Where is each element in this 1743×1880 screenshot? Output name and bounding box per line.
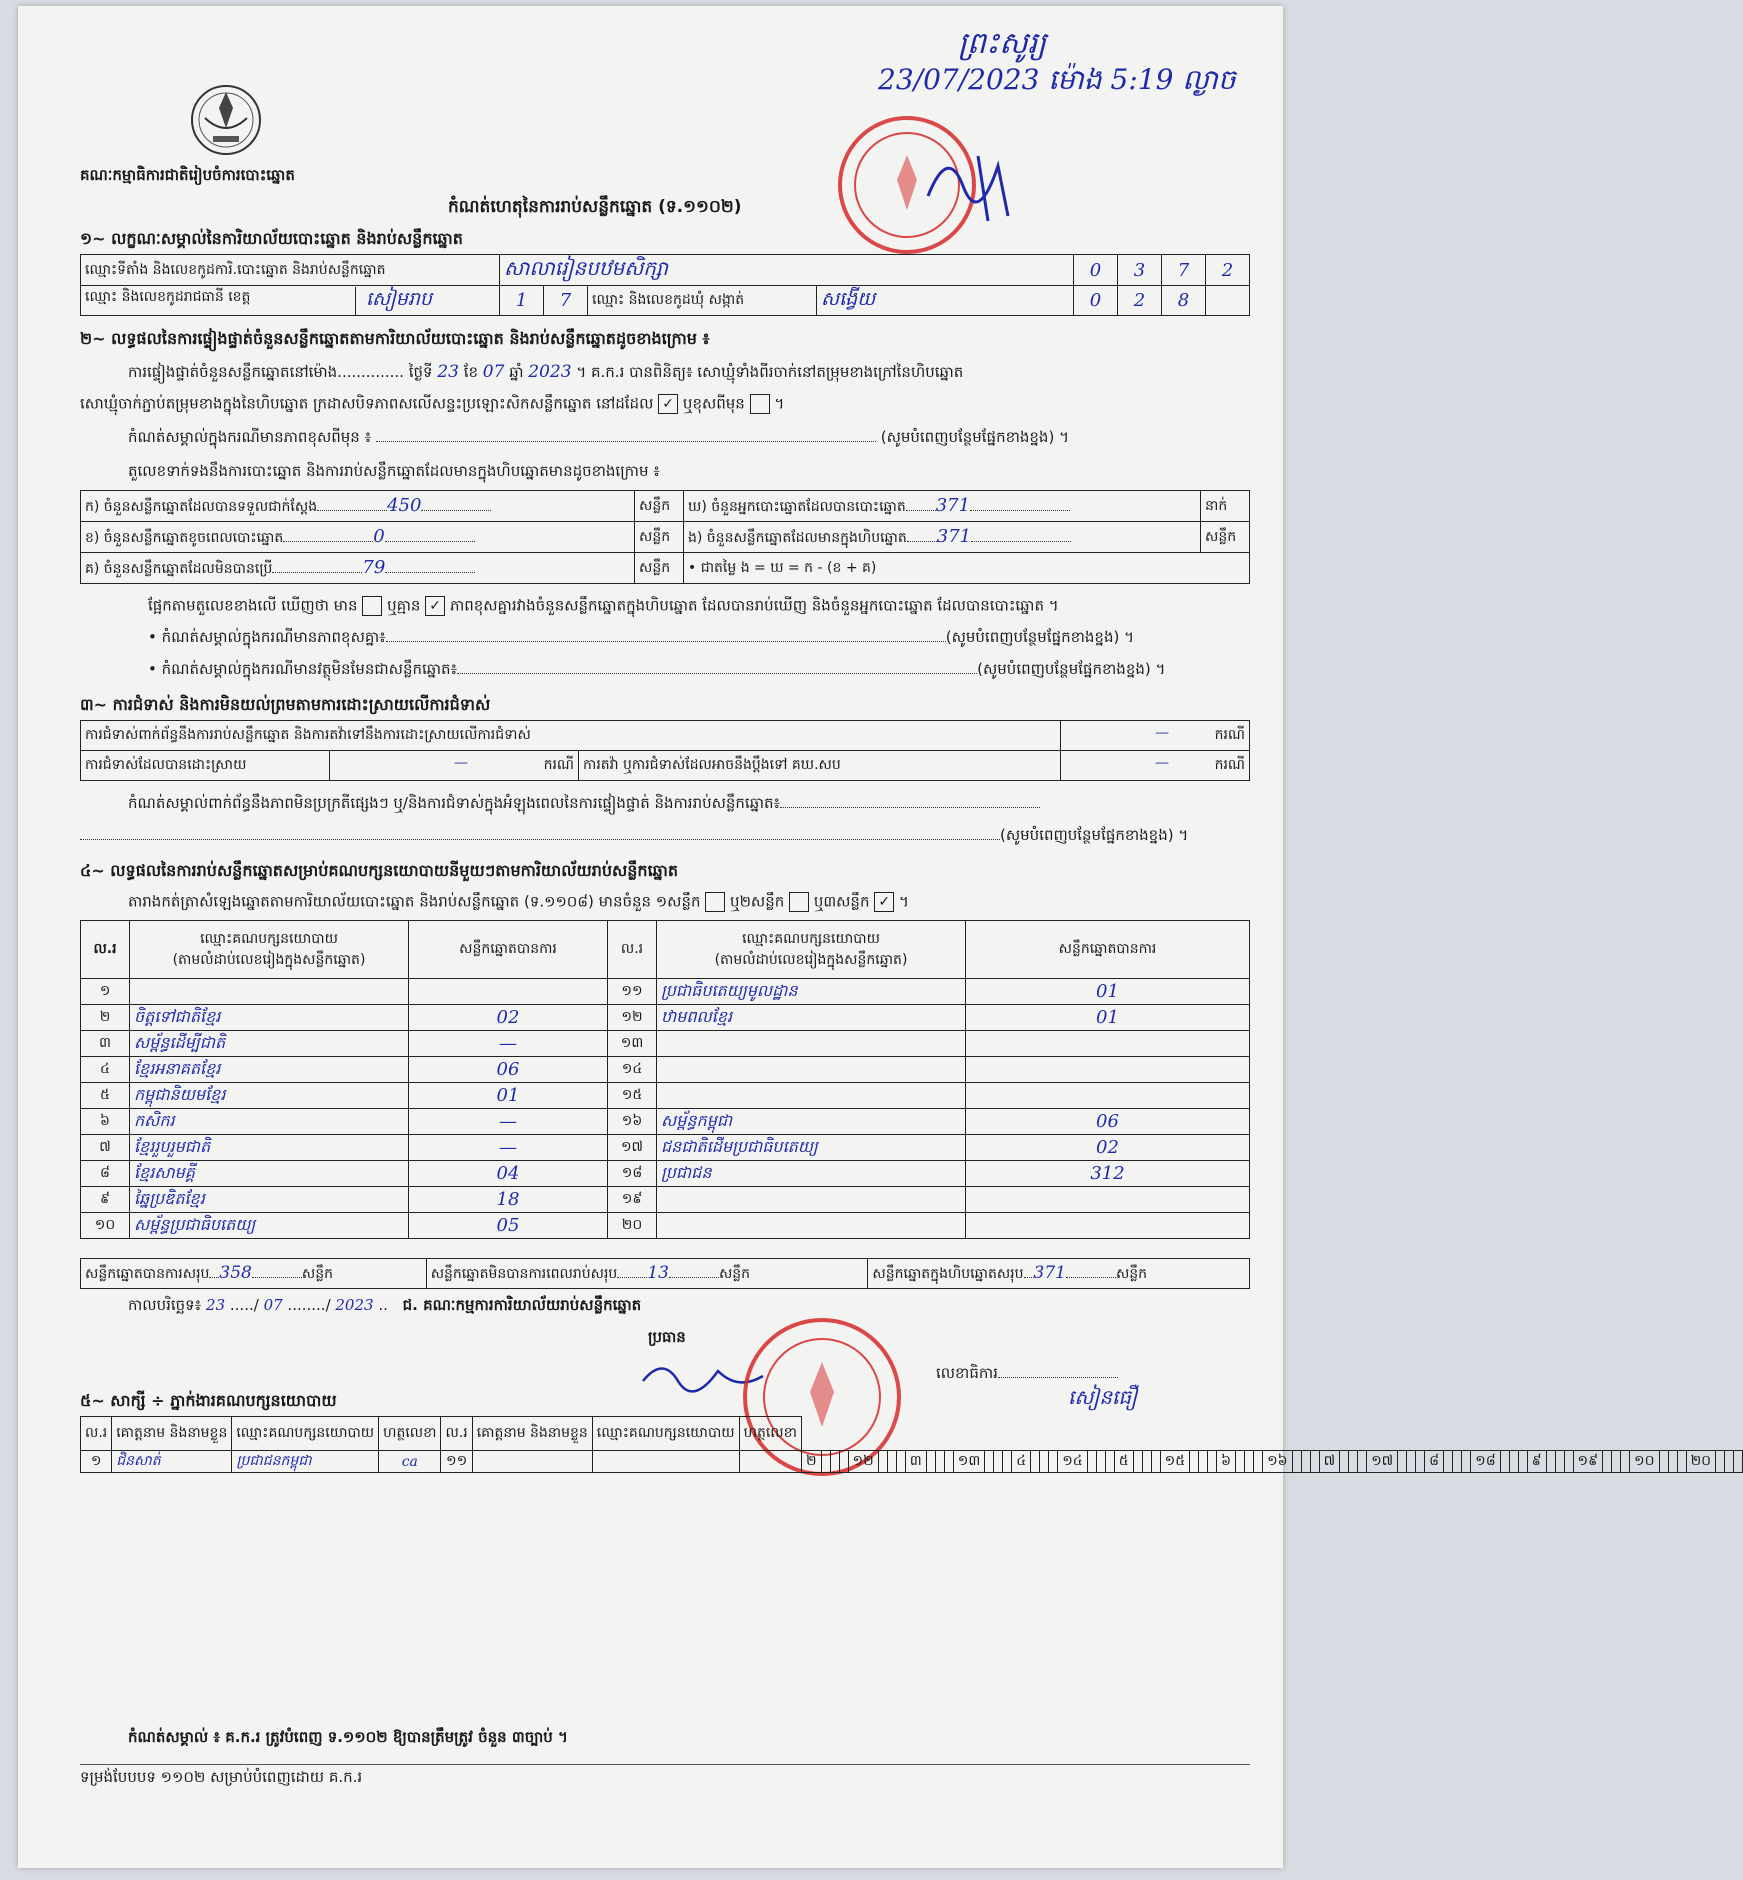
difference-label: ផ្អែកតាមតួលេខខាងលើ ឃើញថា មាន — [148, 596, 358, 615]
witness-signature — [839, 1451, 848, 1473]
formula-text: • ជាតម្លៃ ង = ឃ = ក - (ខ + គ) — [684, 553, 1250, 584]
party-row — [81, 1057, 1250, 1083]
party-no: ២ — [81, 1005, 130, 1031]
signature-top — [918, 136, 1028, 230]
handwritten-receipt-note: ព្រះសូរ្យ — [958, 26, 1047, 61]
note-label: កំណត់សម្គាល់ក្នុងករណីមានភាពខុសពីមុន ៖ — [128, 428, 372, 446]
section5-heading: ៥~ សាក្សី ÷ ភ្នាក់ងារគណបក្សនយោបាយ — [80, 1391, 337, 1410]
party-votes: 05 — [409, 1213, 608, 1239]
witness-signature — [1621, 1451, 1630, 1473]
party-no: ១០ — [81, 1213, 130, 1239]
location-code-4: 2 — [1206, 255, 1250, 286]
witness-no: ១ — [81, 1451, 112, 1473]
w-col-sign-left: ហត្ថលេខា — [379, 1417, 441, 1451]
national-emblem-icon — [183, 78, 269, 158]
one-sheet-checkbox[interactable] — [705, 892, 725, 912]
no-difference-checkbox[interactable]: ✓ — [425, 596, 445, 616]
location-code-2: 3 — [1118, 255, 1162, 286]
section1-table — [80, 254, 1250, 316]
voters-unit: នាក់ — [1201, 491, 1250, 522]
witness-name — [821, 1451, 830, 1473]
col-party-right: ឈ្មោះគណបក្សនយោបាយ — [742, 930, 880, 947]
commune-code-3: 8 — [1162, 286, 1206, 316]
party-name: ជនជាតិដើមប្រជាធិបតេយ្យ — [657, 1135, 966, 1161]
seal-text: សោឃ្មុំចាក់ភ្ជាប់តម្រុមខាងក្នុងនៃហិបឆ្នោត ក្រដាសបិទភាពសលើសន្ទះប្រឡោះសិកសន្លឹកឆ្នោត នៅដដែល — [80, 394, 654, 413]
w-col-sign-right: ហត្ថលេខា — [739, 1417, 801, 1451]
changed-checkbox[interactable] — [750, 394, 770, 414]
witness-party — [1142, 1451, 1151, 1473]
party-name: ចិត្តទៅជាតិខ្មែរ — [130, 1005, 409, 1031]
party-votes: 01 — [966, 979, 1250, 1005]
party-votes: — — [409, 1109, 608, 1135]
party-no: ៨ — [81, 1161, 130, 1187]
witness-party — [935, 1451, 944, 1473]
witness-name — [1236, 1451, 1245, 1473]
party-name: ប្រជាធិបតេយ្យមូលដ្ឋាន — [657, 979, 966, 1005]
party-votes: 04 — [409, 1161, 608, 1187]
party-row — [81, 1109, 1250, 1135]
party-votes: 312 — [966, 1161, 1250, 1187]
date-label: កាលបរិច្ឆេទ៖ — [128, 1296, 202, 1314]
party-name: សម្ព័ន្ធដើម្បីជាតិ — [130, 1031, 409, 1057]
party-votes: 02 — [409, 1005, 608, 1031]
party-row — [81, 1005, 1250, 1031]
party-no: ៦ — [81, 1109, 130, 1135]
witness-name — [1546, 1451, 1555, 1473]
party-no: ១១ — [608, 979, 657, 1005]
bullet-non-ballot-hint: (សូមបំពេញបន្ថែមផ្នែកខាងខ្នង) ។ — [977, 660, 1166, 678]
spoiled-ballots-label: ខ) ចំនួនសន្លឹកឆ្នោតខូចពេលបោះឆ្នោត — [85, 529, 284, 546]
witness-name — [926, 1451, 935, 1473]
party-no: ១២ — [608, 1005, 657, 1031]
witness-signature — [1677, 1451, 1686, 1473]
witness-party — [1725, 1451, 1734, 1473]
witness-no: ២០ — [1686, 1451, 1716, 1473]
witness-no: ៩ — [1527, 1451, 1546, 1473]
handwritten-receipt-time: 23/07/2023 ម៉ោង 5:19 ល្ងាច — [878, 63, 1236, 96]
witness-rows — [81, 1451, 1743, 1473]
witness-party — [887, 1451, 896, 1473]
witness-signature — [1564, 1451, 1573, 1473]
unchanged-checkbox[interactable]: ✓ — [658, 394, 678, 414]
resolved-value: — — [454, 755, 468, 771]
witness-name — [1659, 1451, 1668, 1473]
w-col-name-left: គោត្តនាម និងនាមខ្លួន — [112, 1417, 232, 1451]
party-row — [81, 1135, 1250, 1161]
witness-party — [1612, 1451, 1621, 1473]
witness-signature — [739, 1451, 801, 1473]
bullet-non-ballot — [148, 660, 1165, 682]
witness-party — [1407, 1451, 1416, 1473]
has-difference-checkbox[interactable] — [362, 596, 382, 616]
province-code-1: 1 — [500, 286, 544, 316]
party-name: សម្ព័ន្ធកម្ពុជា — [657, 1109, 966, 1135]
date-year: 2023 — [335, 1296, 374, 1314]
witness-no: ៥ — [1114, 1451, 1133, 1473]
party-no: ២០ — [608, 1213, 657, 1239]
witness-name — [1716, 1451, 1725, 1473]
col-party-sub-left: (តាមលំដាប់លេខរៀងក្នុងសន្លឹកឆ្នោត) — [172, 951, 366, 968]
witness-signature — [1462, 1451, 1471, 1473]
three-sheets-label: ឬ៣សន្លឹក — [813, 892, 870, 911]
month-label: ខែ — [463, 363, 479, 381]
witness-name — [1398, 1451, 1407, 1473]
witness-no: ១៥ — [1160, 1451, 1190, 1473]
location-code-1: 0 — [1074, 255, 1118, 286]
witness-no: ១១ — [441, 1451, 472, 1473]
witness-signature — [1518, 1451, 1527, 1473]
witness-no: ៦ — [1217, 1451, 1236, 1473]
objections-value: — — [1155, 725, 1169, 741]
page-title: កំណត់ហេតុនៃការរាប់សន្លឹកឆ្នោត (ទ.១១០២) — [448, 197, 742, 217]
location-label: ឈ្មោះទីតាំង និងលេខកូដការិ.បោះឆ្នោត និងរាប់សន្លឹកឆ្នោត — [81, 255, 500, 286]
witness-signature — [1254, 1451, 1263, 1473]
witness-signature — [1151, 1451, 1160, 1473]
party-no: ១៤ — [608, 1057, 657, 1083]
party-no: ១ — [81, 979, 130, 1005]
party-no: ៤ — [81, 1057, 130, 1083]
seal-line: សោឃ្មុំចាក់ភ្ជាប់តម្រុមខាងក្នុងនៃហិបឆ្នោត ក្រដាសបិទភាពសលើសន្ទះប្រឡោះសិកសន្លឹកឆ្នោត នៅដដែល ✓ ឬខុសពីមុន ។ — [80, 394, 785, 413]
date-line: កាលបរិច្ឆេទ៖ 23 ...../ 07 ......../ 2023 .. ជ. គណៈកម្មការការិយាល័យរាប់សន្លឹកឆ្នោត — [128, 1296, 642, 1314]
unused-ballots-value: 79 — [362, 556, 386, 578]
two-sheets-checkbox[interactable] — [789, 892, 809, 912]
w-col-no-left: ល.រ — [81, 1417, 112, 1451]
party-votes: — — [409, 1031, 608, 1057]
witness-name — [1190, 1451, 1199, 1473]
witness-name — [1444, 1451, 1453, 1473]
appeal-unit: ករណី — [1214, 757, 1245, 773]
unused-ballots-label: គ) ចំនួនសន្លឹកឆ្នោតដែលមិនបានប្រើ — [85, 560, 273, 577]
witness-no: ៣ — [905, 1451, 926, 1473]
objections-table — [80, 720, 1250, 781]
figures-table — [80, 490, 1250, 584]
col-party-left: ឈ្មោះគណបក្សនយោបាយ — [200, 930, 338, 947]
witness-no: ១៤ — [1058, 1451, 1088, 1473]
party-no: ៧ — [81, 1135, 130, 1161]
witness-signature — [944, 1451, 953, 1473]
party-votes — [409, 979, 608, 1005]
received-ballots-unit: សន្លឹក — [635, 491, 684, 522]
party-name — [657, 1187, 966, 1213]
section4-heading: ៤~ លទ្ធផលនៃការរាប់សន្លឹកឆ្នោតសម្រាប់គណបក្សនយោបាយនីមួយៗតាមការិយាល័យរាប់សន្លឹកឆ្នោត — [80, 861, 679, 880]
commune-value: សង្វើយ — [817, 286, 1074, 316]
verification-year: 2023 — [528, 362, 572, 382]
party-votes — [966, 1031, 1250, 1057]
party-no: ៣ — [81, 1031, 130, 1057]
witness-party — [592, 1451, 739, 1473]
w-col-no-right: ល.រ — [441, 1417, 472, 1451]
witness-signature — [1003, 1451, 1012, 1473]
party-name: ឆ្នៃប្រឌិតខ្មែរ — [130, 1187, 409, 1213]
witness-name — [985, 1451, 994, 1473]
party-no: ១៦ — [608, 1109, 657, 1135]
witness-party — [830, 1451, 839, 1473]
figures-intro: តួលេខទាក់ទងនឹងការបោះឆ្នោត និងការរាប់សន្លឹកឆ្នោតដែលមានក្នុងហិបឆ្នោតមានដូចខាងក្រោម ៖ — [128, 462, 660, 480]
section3-heading: ៣~ ការជំទាស់ និងការមិនយល់ព្រមតាមការដោះស្រាយលើការជំទាស់ — [80, 695, 491, 714]
location-value: សាលារៀនបឋមសិក្សា — [500, 255, 1074, 286]
irregularities-hint: (សូមបំពេញបន្ថែមផ្នែកខាងខ្នង) ។ — [1000, 826, 1189, 844]
form-note: ទម្រង់បែបបទ ១១០២ សម្រាប់បំពេញដោយ គ.ក.រ — [80, 1768, 363, 1786]
note-line — [128, 428, 1069, 450]
province-value: សៀមរាប — [366, 287, 432, 310]
party-votes: 06 — [966, 1109, 1250, 1135]
party-row — [81, 1031, 1250, 1057]
section2-heading: ២~ លទ្ធផលនៃការផ្ទៀងផ្ទាត់ចំនួនសន្លឹកឆ្នោតតាមការិយាល័យបោះឆ្នោត និងរាប់សន្លឹកឆ្នោតដូចខាងក្រោម ៖ — [80, 329, 710, 348]
witness-no: ២ — [801, 1451, 821, 1473]
witness-no: ១៨ — [1471, 1451, 1501, 1473]
total-box-label: សន្លឹកឆ្នោតក្នុងហិបឆ្នោតសរុប — [872, 1265, 1024, 1282]
col-no-left: ល.រ — [81, 921, 130, 979]
witness-name — [472, 1451, 592, 1473]
witness-party — [1555, 1451, 1564, 1473]
party-votes — [966, 1083, 1250, 1109]
witness-party — [1301, 1451, 1310, 1473]
col-party-sub-right: (តាមលំដាប់លេខរៀងក្នុងសន្លឹកឆ្នោត) — [714, 951, 908, 968]
witness-signature — [1416, 1451, 1425, 1473]
total-box-value: 371 — [1033, 1262, 1066, 1283]
col-no-right: ល.រ — [608, 921, 657, 979]
three-sheets-checkbox[interactable]: ✓ — [874, 892, 894, 912]
witness-signature — [1734, 1451, 1743, 1473]
bullet-difference-hint: (សូមបំពេញបន្ថែមផ្នែកខាងខ្នង) ។ — [945, 628, 1134, 646]
appeal-label: ការតវ៉ា ឬការជំទាស់ដែលអាចនឹងប្តឹងទៅ គឃ.សប — [579, 751, 1061, 781]
irregularities-label: កំណត់សម្គាល់ពាក់ព័ន្ធនឹងភាពមិនប្រក្រតីផ្សេងៗ ឬ/និងការជំទាស់ក្នុងអំឡុងពេលនៃការផ្ទៀងផ្ទាត់ និងការរាប់សន្លឹកឆ្នោត៖ — [128, 794, 781, 812]
party-name — [657, 1031, 966, 1057]
party-row — [81, 1213, 1250, 1239]
party-name: ខ្មែរសាមគ្គី — [130, 1161, 409, 1187]
note-hint: (សូមបំពេញបន្ថែមផ្នែកខាងខ្នង) ។ — [880, 428, 1069, 446]
w-col-party-left: ឈ្មោះគណបក្សនយោបាយ — [232, 1417, 379, 1451]
chair-label: ប្រធាន — [648, 1328, 686, 1346]
party-name — [130, 979, 409, 1005]
unused-ballots-unit: សន្លឹក — [635, 553, 684, 584]
party-name — [657, 1083, 966, 1109]
party-name: ឋាមពលខ្មែរ — [657, 1005, 966, 1031]
witness-party — [1096, 1451, 1105, 1473]
no-difference-label: ឬគ្មាន — [387, 596, 421, 615]
party-name: ខ្មែរអនាគតខ្មែរ — [130, 1057, 409, 1083]
footnote: កំណត់សម្គាល់ ៖ គ.ក.រ ត្រូវបំពេញ ទ.១១០២ ឱ្យបានត្រឹមត្រូវ ចំនួន ៣ច្បាប់ ។ — [128, 1728, 568, 1746]
resolved-unit: ករណី — [543, 757, 574, 773]
witness-party: ប្រជាជនកម្ពុជា — [232, 1451, 379, 1473]
received-ballots-label: ក) ចំនួនសន្លឹកឆ្នោតដែលបានទទួលជាក់ស្តែង — [85, 498, 318, 515]
voters-value: 371 — [935, 494, 971, 516]
verification-day: 23 — [437, 362, 459, 382]
party-row — [81, 1161, 1250, 1187]
col-votes-left: សន្លឹកឆ្នោតបានការ — [409, 921, 608, 979]
witness-name — [1340, 1451, 1349, 1473]
objections-label: ការជំទាស់ពាក់ព័ន្ធនឹងការរាប់សន្លឹកឆ្នោត និងការតវ៉ាទៅនឹងការដោះស្រាយលើការជំទាស់ — [81, 721, 1061, 751]
witness-table — [80, 1416, 1743, 1473]
party-row — [81, 979, 1250, 1005]
witness-name: ជិនសាត់ — [112, 1451, 232, 1473]
changed-label: ឬខុសពីមុន — [682, 394, 745, 413]
received-ballots-value: 450 — [387, 494, 422, 516]
difference-text: ភាពខុសគ្នារវាងចំនួនសន្លឹកឆ្នោតក្នុងហិបឆ្នោត ដែលបានរាប់ឃើញ និងចំនួនអ្នកបោះឆ្នោត ដែលបានបោះឆ្នោត ។ — [449, 596, 1059, 615]
party-votes — [966, 1213, 1250, 1239]
party-votes: 06 — [409, 1057, 608, 1083]
objections-unit: ករណី — [1214, 727, 1245, 743]
totals-table — [80, 1258, 1250, 1289]
committee-name: គណៈកម្មាធិការជាតិរៀបចំការបោះឆ្នោត — [80, 166, 295, 184]
secretary-label: លេខាធិការ — [936, 1364, 998, 1382]
document-page — [18, 6, 1712, 1868]
two-sheets-label: ឬ២សន្លឹក — [730, 892, 785, 911]
commune-label: ឈ្មោះ និងលេខកូដឃុំ សង្កាត់ — [588, 286, 817, 316]
irregularities-hint-line — [80, 826, 1188, 848]
witness-party — [1668, 1451, 1677, 1473]
total-valid-unit: សន្លឹក — [301, 1265, 333, 1282]
section1-heading: ១~ លក្ខណៈសម្គាល់នៃការិយាល័យបោះឆ្នោត និងរាប់សន្លឹកឆ្នោត — [80, 229, 463, 248]
witness-party — [1349, 1451, 1358, 1473]
bullet-difference-label: • កំណត់សម្គាល់ក្នុងករណីមានភាពខុសគ្នា៖ — [148, 628, 386, 646]
secretary-name: សៀនធឿ — [1068, 1385, 1138, 1409]
spoiled-ballots-value: 0 — [373, 525, 385, 547]
witness-party — [1245, 1451, 1254, 1473]
party-name: កសិករ — [130, 1109, 409, 1135]
party-no: ១៥ — [608, 1083, 657, 1109]
witness-name — [1087, 1451, 1096, 1473]
witness-no: ១៧ — [1367, 1451, 1398, 1473]
date-month: 07 — [263, 1296, 283, 1314]
year-label: ឆ្នាំ — [509, 363, 524, 381]
commune-code-1: 0 — [1074, 286, 1118, 316]
party-no: ១៨ — [608, 1161, 657, 1187]
party-no: ១៩ — [608, 1187, 657, 1213]
spoiled-ballots-unit: សន្លឹក — [635, 522, 684, 553]
witness-party — [1199, 1451, 1208, 1473]
province-code-2: 7 — [544, 286, 588, 316]
witness-name — [1133, 1451, 1142, 1473]
total-valid-label: សន្លឹកឆ្នោតបានការសរុប — [85, 1265, 210, 1282]
tally-sheet-line: តារាងកត់ត្រាសំឡេងឆ្នោតតាមការិយាល័យបោះឆ្នោត និងរាប់សន្លឹកឆ្នោត (ទ.១១០៨) មានចំនួន ១សន្លឹក ឬ២សន្លឹក ឬ៣សន្លឹក ✓ ។ — [128, 892, 909, 911]
location-code-3: 7 — [1162, 255, 1206, 286]
box-ballots-value: 371 — [936, 525, 972, 547]
committee-label: ជ. គណៈកម្មការការិយាល័យរាប់សន្លឹកឆ្នោត — [402, 1296, 642, 1314]
total-valid-value: 358 — [219, 1262, 252, 1283]
party-no: ៥ — [81, 1083, 130, 1109]
resolved-label: ការជំទាស់ដែលបានដោះស្រាយ — [81, 751, 330, 781]
party-results-table — [80, 920, 1250, 1239]
verification-line — [128, 362, 963, 385]
party-rows — [81, 979, 1250, 1239]
witness-name — [1603, 1451, 1612, 1473]
party-no: ៩ — [81, 1187, 130, 1213]
party-name: កម្ពុជានិយមខ្មែរ — [130, 1083, 409, 1109]
secretary-line — [936, 1364, 1118, 1386]
party-votes — [966, 1187, 1250, 1213]
party-votes — [966, 1057, 1250, 1083]
verification-time-label: ការផ្ទៀងផ្ទាត់ចំនួនសន្លឹកឆ្នោតនៅម៉ោង.............. ថ្ងៃទី — [128, 363, 433, 381]
witness-name — [878, 1451, 887, 1473]
col-votes-right: សន្លឹកឆ្នោតបានការ — [966, 921, 1250, 979]
footer-divider — [80, 1764, 1250, 1765]
witness-no: ១៩ — [1573, 1451, 1603, 1473]
bullet-non-ballot-label: • កំណត់សម្គាល់ក្នុងករណីមានវត្ថុមិនមែនជាសន្លឹកឆ្នោត៖ — [148, 660, 458, 678]
witness-party — [994, 1451, 1003, 1473]
verification-month: 07 — [482, 362, 505, 382]
difference-line — [148, 596, 1059, 619]
total-box-unit: សន្លឹក — [1115, 1265, 1148, 1282]
witness-signature — [1105, 1451, 1114, 1473]
box-ballots-unit: សន្លឹក — [1201, 522, 1250, 553]
party-votes: 02 — [966, 1135, 1250, 1161]
party-votes: 01 — [409, 1083, 608, 1109]
w-col-party-right: ឈ្មោះគណបក្សនយោបាយ — [592, 1417, 739, 1451]
witness-no: ១២ — [848, 1451, 878, 1473]
witness-no: ៤ — [1012, 1451, 1031, 1473]
witness-signature — [896, 1451, 905, 1473]
party-votes: 01 — [966, 1005, 1250, 1031]
tally-sheet-label: តារាងកត់ត្រាសំឡេងឆ្នោតតាមការិយាល័យបោះឆ្នោត និងរាប់សន្លឹកឆ្នោត (ទ.១១០៨) មានចំនួន ១សន្លឹក — [128, 892, 701, 911]
party-votes: 18 — [409, 1187, 608, 1213]
party-votes: — — [409, 1135, 608, 1161]
witness-name — [1292, 1451, 1301, 1473]
party-no: ១៣ — [608, 1031, 657, 1057]
party-name — [657, 1057, 966, 1083]
party-name — [657, 1213, 966, 1239]
witness-signature — [1208, 1451, 1217, 1473]
witness-signature — [1358, 1451, 1367, 1473]
witness-no: ១៦ — [1263, 1451, 1293, 1473]
total-invalid-unit: សន្លឹក — [718, 1265, 751, 1282]
witness-name — [1500, 1451, 1509, 1473]
verification-text: ។ គ.ក.រ បានពិនិត្យ៖ សោឃ្មុំទាំងពីរចាក់នៅតម្រុមខាងក្រៅនៃហិបឆ្នោត — [576, 363, 964, 381]
appeal-value: — — [1155, 755, 1169, 771]
witness-party — [1453, 1451, 1462, 1473]
witness-signature — [1049, 1451, 1058, 1473]
irregularities-note — [128, 794, 1040, 816]
box-ballots-label: ង) ចំនួនសន្លឹកឆ្នោតដែលមានក្នុងហិបឆ្នោត — [688, 529, 907, 546]
witness-signature — [1310, 1451, 1319, 1473]
date-day: 23 — [206, 1296, 226, 1314]
total-invalid-label: សន្លឹកឆ្នោតមិនបានការពេលរាប់សរុប — [430, 1265, 618, 1282]
party-name: សម្ព័ន្ធប្រជាធិបតេយ្យ — [130, 1213, 409, 1239]
bullet-difference — [148, 628, 1134, 650]
party-no: ១៧ — [608, 1135, 657, 1161]
party-name: ប្រជាជន — [657, 1161, 966, 1187]
party-row — [81, 1187, 1250, 1213]
witness-signature: ca — [379, 1451, 441, 1473]
province-label: ឈ្មោះ និងលេខកូដរាជធានី ខេត្ត — [81, 287, 356, 315]
party-name: ខ្មែររួបរួមជាតិ — [130, 1135, 409, 1161]
witness-name — [1031, 1451, 1040, 1473]
commune-code-2: 2 — [1118, 286, 1162, 316]
party-row — [81, 1083, 1250, 1109]
witness-party — [1040, 1451, 1049, 1473]
witness-no: ១៣ — [953, 1451, 985, 1473]
witness-no: ៨ — [1425, 1451, 1444, 1473]
w-col-name-right: គោត្តនាម និងនាមខ្លួន — [472, 1417, 592, 1451]
voters-label: ឃ) ចំនួនអ្នកបោះឆ្នោតដែលបានបោះឆ្នោត — [688, 498, 906, 515]
witness-no: ១០ — [1630, 1451, 1660, 1473]
witness-no: ៧ — [1319, 1451, 1339, 1473]
total-invalid-value: 13 — [647, 1262, 669, 1283]
witness-party — [1509, 1451, 1518, 1473]
